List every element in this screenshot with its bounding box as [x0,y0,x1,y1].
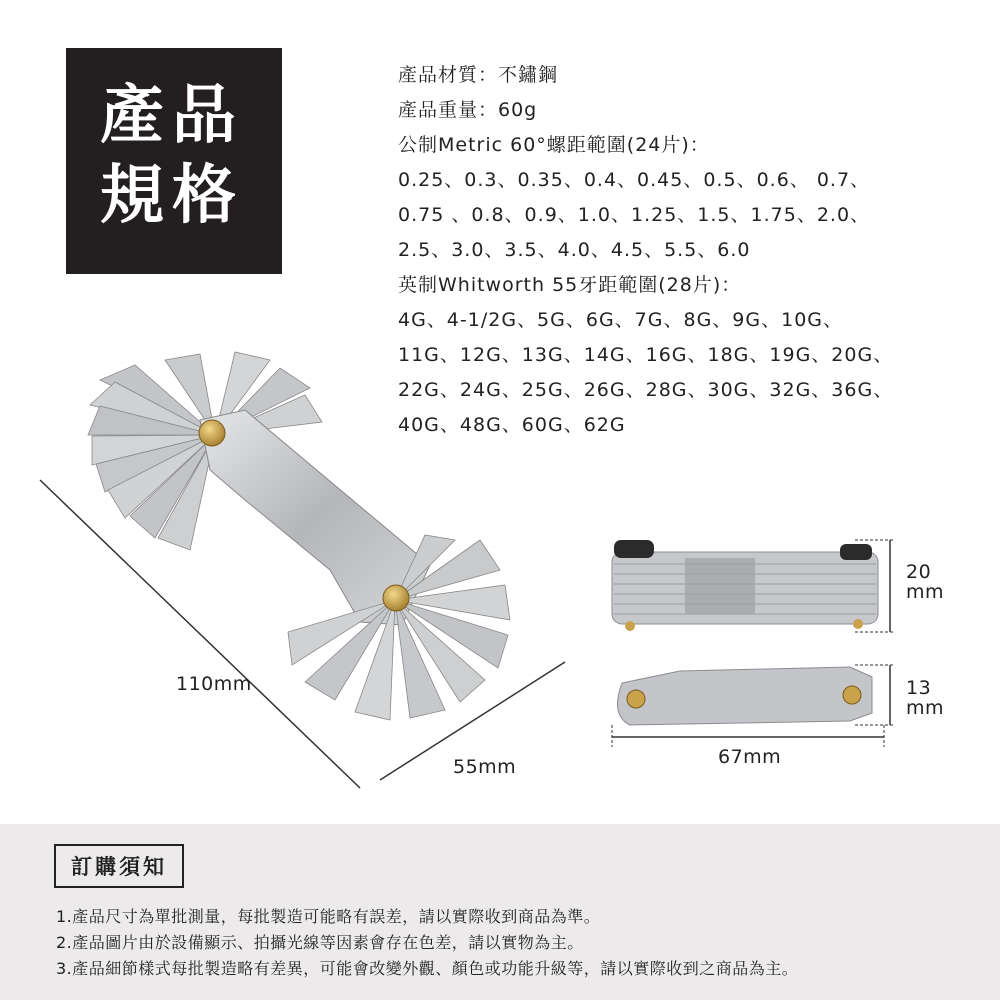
order-notice-section [0,824,1000,1000]
spec-whitworth-values-1: 4G、4-1/2G、5G、6G、7G、8G、9G、10G、 [398,309,844,331]
spec-whitworth-values-4: 40G、48G、60G、62G [398,414,626,436]
lower-brass-screw [383,585,409,611]
bottom-height-unit: mm [906,697,945,719]
order-notice-item: 3.產品細節樣式每批製造略有差異，可能會改變外觀、顏色或功能升級等，請以實際收到之商品為主。 [56,959,799,978]
spec-whitworth-values-3: 22G、24G、25G、26G、28G、30G、32G、36G、 [398,379,894,401]
right-knob [840,544,872,560]
spec-title-line2: 規格 [100,159,244,233]
spec-whitworth-values-2: 11G、12G、13G、14G、16G、18G、19G、20G、 [398,344,894,366]
spec-material: 產品材質：不鏽鋼 [398,64,559,86]
bottom-height-value: 13 [906,677,932,699]
left-knob [614,540,654,558]
closed-length-label: 67mm [718,746,782,768]
length-dimension-label: 110mm [176,673,252,695]
upper-brass-screw [199,420,225,446]
order-notice-title: 訂購須知 [54,844,184,888]
spec-metric-values-3: 2.5、3.0、3.5、4.0、4.5、5.5、6.0 [398,239,751,261]
top-height-label [906,562,944,602]
spec-weight: 產品重量：60g [398,99,538,121]
spec-metric-heading: 公制Metric 60°螺距範圍(24片)： [398,134,710,156]
order-notice-item: 1.產品尺寸為單批測量，每批製造可能略有誤差，請以實際收到商品為準。 [56,907,601,926]
spec-title-line1: 產品 [100,79,244,153]
top-height-value: 20 [906,561,932,583]
spec-whitworth-heading: 英制Whitworth 55牙距範圍(28片)： [398,274,742,296]
bottom-height-label [906,678,944,718]
top-height-unit: mm [906,581,945,603]
order-notice-item: 2.產品圖片由於設備顯示、拍攝光線等因素會存在色差，請以實物為主。 [56,933,584,952]
top-view-left-screw [627,690,645,708]
spec-metric-values-2: 0.75 、0.8、0.9、1.0、1.25、1.5、1.75、2.0、 [398,204,871,226]
spec-title-block [66,48,282,274]
order-notice-list [56,904,976,982]
top-view-right-screw [843,686,861,704]
spec-metric-values-1: 0.25、0.3、0.35、0.4、0.45、0.5、0.6、 0.7、 [398,169,871,191]
thread-gauge-top-image [600,655,900,750]
thread-gauge-open-image [30,340,590,800]
thread-gauge-side-image [600,530,900,640]
width-dimension-label: 55mm [453,756,517,778]
